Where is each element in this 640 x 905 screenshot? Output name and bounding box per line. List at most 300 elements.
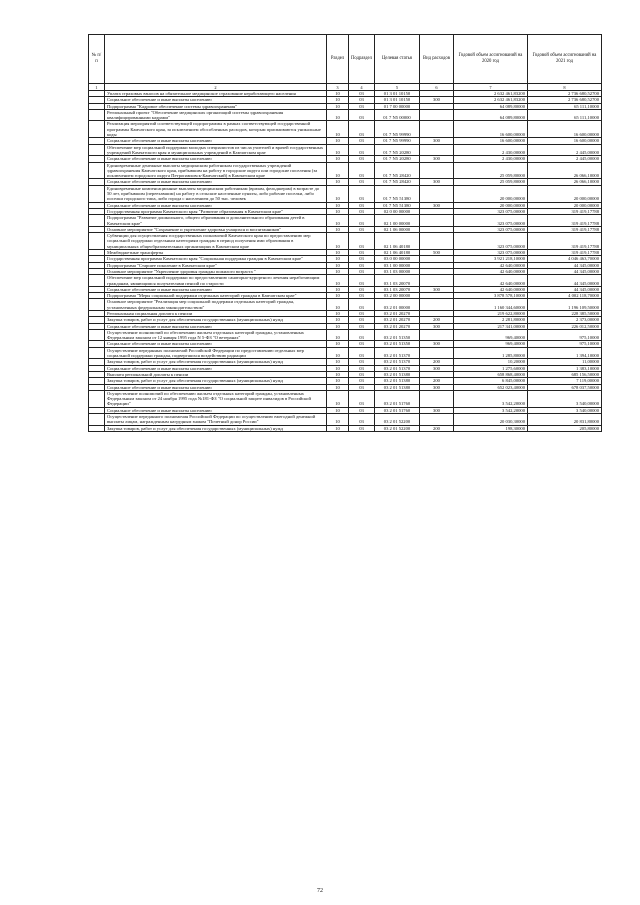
cell-target-article: 01 7 N5 51380 [375,202,420,208]
cell-razdel: 10 [327,390,349,407]
cell-razdel: 10 [327,208,349,214]
cell-podrazdel: 03 [349,185,375,202]
cell-expense-type [420,144,454,156]
cell-expense-type [420,390,454,407]
cell-year-2020: 323 075,00000 [454,233,528,250]
cell-name: Социальное обеспечение и иные выплаты населению [105,323,327,329]
cell-year-2020: 2 281,80000 [454,317,528,323]
cell-year-2021: 678 037,50000 [528,384,602,390]
cell-name: Подпрограмма "Старшее поколение в Камчатском крае" [105,262,327,268]
cell-podrazdel: 03 [349,299,375,311]
cell-name: Основное мероприятие "Реализация мер социальной поддержки отдельных категорий граждан, установленных федеральным законодательством" [105,299,327,311]
cell-podrazdel: 03 [349,329,375,341]
cell-num [89,109,105,121]
cell-year-2021: 65 111,10000 [528,103,602,109]
table-row [89,425,602,431]
cell-target-article: 03 2 01 51370 [375,347,420,359]
column-number: 4 [349,84,375,91]
cell-year-2020: 658 868,40000 [454,371,528,377]
cell-year-2021: 975,10000 [528,329,602,341]
header-year-2020: Годовой объем ассигнований на 2020 год [454,35,528,84]
cell-year-2020: 20 030,30000 [454,414,528,426]
cell-name: Региональная социальная доплата к пенсии [105,310,327,316]
cell-target-article: 03 2 01 51370 [375,359,420,365]
cell-podrazdel: 03 [349,286,375,292]
cell-razdel: 10 [327,144,349,156]
cell-name: Социальное обеспечение и иные выплаты населению [105,407,327,413]
table-row [89,144,602,156]
table-row [89,121,602,138]
cell-podrazdel: 03 [349,359,375,365]
cell-expense-type: 200 [420,317,454,323]
cell-num [89,347,105,359]
cell-podrazdel: 03 [349,384,375,390]
cell-year-2020: 198,30000 [454,425,528,431]
cell-year-2021: 20 000,00000 [528,202,602,208]
cell-razdel: 10 [327,425,349,431]
cell-year-2020: 323 075,00000 [454,250,528,256]
cell-name: Реализация мероприятий соответствующей подпрограммы в рамках соответствующей государственной программы Камчатского края, за исключением обособленных расходов, которым присваиваются уникальные коды [105,121,327,138]
cell-razdel: 10 [327,162,349,179]
cell-podrazdel: 03 [349,256,375,262]
cell-podrazdel: 03 [349,268,375,274]
cell-num [89,162,105,179]
cell-razdel: 10 [327,323,349,329]
cell-razdel: 10 [327,156,349,162]
cell-year-2020: 323 075,00000 [454,208,528,214]
cell-year-2021: 2 445,00000 [528,156,602,162]
cell-expense-type: 300 [420,202,454,208]
cell-podrazdel: 03 [349,425,375,431]
cell-num [89,329,105,341]
table-row [89,233,602,250]
cell-num [89,275,105,287]
cell-name: Государственная программа Камчатского края "Развитие образования в Камчатском крае" [105,208,327,214]
cell-name: Социальное обеспечение и иные выплаты населению [105,202,327,208]
cell-year-2021: 226 012,50000 [528,323,602,329]
cell-year-2020: 2 632 461,83200 [454,91,528,97]
cell-year-2020: 3 921 218,10000 [454,256,528,262]
cell-razdel: 10 [327,293,349,299]
cell-podrazdel: 03 [349,293,375,299]
cell-name: Закупка товаров, работ и услуг для обеспечения государственных (муниципальных) нужд [105,359,327,365]
cell-year-2021: 44 345,00000 [528,262,602,268]
cell-razdel: 10 [327,256,349,262]
cell-razdel: 10 [327,233,349,250]
cell-year-2021: 685 156,50000 [528,371,602,377]
cell-expense-type [420,109,454,121]
cell-year-2020: 3 542,20000 [454,407,528,413]
cell-target-article: 03 1 03 00000 [375,268,420,274]
cell-podrazdel: 03 [349,371,375,377]
cell-podrazdel: 03 [349,317,375,323]
cell-num [89,299,105,311]
cell-podrazdel: 03 [349,323,375,329]
cell-year-2021: 1 383,10000 [528,365,602,371]
cell-target-article: 03 2 01 20270 [375,323,420,329]
cell-expense-type: 200 [420,425,454,431]
cell-podrazdel: 03 [349,144,375,156]
cell-year-2021: 26 066,10000 [528,162,602,179]
cell-target-article: 03 2 01 51370 [375,365,420,371]
cell-podrazdel: 03 [349,121,375,138]
cell-name: Социальное обеспечение и иные выплаты населению [105,156,327,162]
cell-year-2021: 16 600,00000 [528,121,602,138]
budget-sheet [88,34,601,432]
cell-expense-type: 300 [420,286,454,292]
cell-name: Социальное обеспечение и иные выплаты населению [105,97,327,103]
table-row [89,185,602,202]
table-row [89,275,602,287]
header-target-article: Целевая статья [375,35,420,84]
cell-expense-type [420,414,454,426]
table-row [89,299,602,311]
cell-year-2021: 44 345,00000 [528,268,602,274]
table-row [89,162,602,179]
cell-razdel: 10 [327,371,349,377]
column-number: 5 [375,84,420,91]
cell-target-article: 01 7 N5 99990 [375,138,420,144]
cell-year-2020: 652 023,40000 [454,384,528,390]
cell-year-2020: 42 640,00000 [454,262,528,268]
cell-razdel: 10 [327,138,349,144]
cell-year-2021: 319 419,17788 [528,233,602,250]
cell-podrazdel: 03 [349,162,375,179]
cell-podrazdel: 03 [349,109,375,121]
cell-expense-type: 300 [420,156,454,162]
cell-podrazdel: 03 [349,390,375,407]
cell-year-2020: 3 542,20000 [454,390,528,407]
cell-razdel: 10 [327,347,349,359]
cell-expense-type: 300 [420,384,454,390]
cell-name: Государственная программа Камчатского края "Социальная поддержка граждан в Камчатском крае" [105,256,327,262]
cell-year-2020: 64 089,80000 [454,109,528,121]
cell-year-2020: 323 075,00000 [454,215,528,227]
cell-year-2021: 3 540,00000 [528,390,602,407]
cell-year-2021: 11,00000 [528,359,602,365]
cell-razdel: 10 [327,202,349,208]
cell-target-article: 03 1 00 00000 [375,262,420,268]
cell-name: Социальное обеспечение и иные выплаты населению [105,286,327,292]
cell-name: Единовременные денежные выплаты медицинским работникам государственных учреждений здравоохранения Камчатского края, прибывшим на работу в городские округа или городские поселения (за исключением городского округа Петропавловск-Камчатский) в Камчатском крае [105,162,327,179]
cell-target-article: 03 0 00 00000 [375,256,420,262]
cell-podrazdel: 03 [349,275,375,287]
cell-podrazdel: 03 [349,347,375,359]
cell-expense-type [420,233,454,250]
cell-year-2020: 2 632 461,83200 [454,97,528,103]
cell-year-2021: 44 345,00000 [528,286,602,292]
cell-podrazdel: 03 [349,91,375,97]
cell-target-article: 02 1 06 00000 [375,226,420,232]
cell-year-2020: 969,40000 [454,341,528,347]
header-podrazdel: Подраздел [349,35,375,84]
cell-target-article: 03 2 01 51350 [375,341,420,347]
cell-podrazdel: 03 [349,407,375,413]
cell-year-2021: 16 600,00000 [528,138,602,144]
cell-year-2020: 323 075,00000 [454,226,528,232]
cell-year-2021: 319 419,17788 [528,208,602,214]
cell-podrazdel: 03 [349,310,375,316]
cell-razdel: 10 [327,384,349,390]
cell-podrazdel: 03 [349,233,375,250]
cell-name: Подпрограмма "Развитие дошкольного, общего образования и дополнительного образования детей в Камчатском крае" [105,215,327,227]
cell-year-2020: 25 059,80000 [454,162,528,179]
cell-year-2021: 1 394,10000 [528,347,602,359]
cell-name: Осуществление переданных полномочий Российской Федерации по предоставлению отдельных мер социальной поддержки граждан, подвергшихся воздействию радиации [105,347,327,359]
cell-target-article: 01 7 N5 51380 [375,185,420,202]
cell-target-article: 03 1 03 20070 [375,275,420,287]
cell-podrazdel: 03 [349,250,375,256]
cell-expense-type: 500 [420,250,454,256]
cell-razdel: 10 [327,103,349,109]
cell-target-article: 01 7 N5 28420 [375,162,420,179]
cell-expense-type: 300 [420,365,454,371]
cell-target-article: 03 2 01 51380 [375,378,420,384]
cell-podrazdel: 03 [349,378,375,384]
cell-name: Социальное обеспечение и иные выплаты населению [105,365,327,371]
cell-year-2020: 20 000,00000 [454,185,528,202]
header-year-2021: Годовой объем ассигнований на 2021 год [528,35,602,84]
cell-year-2020: 1 285,80000 [454,347,528,359]
cell-razdel: 10 [327,179,349,185]
cell-num [89,215,105,227]
cell-year-2021: 3 540,00000 [528,407,602,413]
cell-year-2020: 42 640,00000 [454,268,528,274]
cell-year-2021: 2 373,00000 [528,317,602,323]
column-number: 3 [327,84,349,91]
cell-year-2020: 1 160 344,60000 [454,299,528,311]
cell-year-2021: 2 736 680,52700 [528,97,602,103]
cell-year-2021: 26 066,10000 [528,179,602,185]
cell-target-article: 01 7 N5 20280 [375,144,420,156]
cell-num [89,121,105,138]
cell-expense-type: 300 [420,341,454,347]
cell-podrazdel: 03 [349,202,375,208]
table-row [89,329,602,341]
cell-target-article: 02 1 06 40180 [375,233,420,250]
cell-target-article: 01 7 N5 28420 [375,179,420,185]
cell-year-2021: 975,10000 [528,341,602,347]
cell-year-2020: 2 430,00000 [454,156,528,162]
cell-expense-type [420,121,454,138]
cell-expense-type [420,185,454,202]
cell-expense-type [420,329,454,341]
cell-razdel: 10 [327,268,349,274]
cell-podrazdel: 03 [349,365,375,371]
table-row [89,215,602,227]
table-row [89,390,602,407]
cell-year-2020: 969,40000 [454,329,528,341]
cell-razdel: 10 [327,91,349,97]
column-number: 1 [89,84,105,91]
cell-name: Закупка товаров, работ и услуг для обеспечения государственных (муниципальных) нужд [105,317,327,323]
table-row [89,347,602,359]
cell-razdel: 10 [327,215,349,227]
cell-expense-type [420,275,454,287]
cell-name: Обеспечение мер социальной поддержки по предоставлению санаторно-курортного лечения неработающим гражданам, являющимся получателями пенсий по старости [105,275,327,287]
cell-razdel: 10 [327,185,349,202]
cell-podrazdel: 03 [349,103,375,109]
cell-target-article: 02 1 06 40180 [375,250,420,256]
cell-name: Социальное обеспечение и иные выплаты населению [105,179,327,185]
cell-target-article: 03 2 01 52200 [375,414,420,426]
budget-table [88,34,602,432]
cell-expense-type: 300 [420,407,454,413]
cell-target-article: 01 7 N5 00000 [375,109,420,121]
cell-target-article: 03 2 01 20270 [375,317,420,323]
cell-podrazdel: 03 [349,138,375,144]
cell-year-2021: 2 736 680,52700 [528,91,602,97]
cell-year-2021: 20 831,80000 [528,414,602,426]
cell-target-article: 03 2 01 51760 [375,407,420,413]
cell-target-article: 01 7 N5 99990 [375,121,420,138]
header-razdel: Раздел [327,35,349,84]
cell-name: Социальное обеспечение и иные выплаты населению [105,138,327,144]
header-num: № п/п [89,35,105,84]
cell-razdel: 10 [327,341,349,347]
cell-razdel: 10 [327,414,349,426]
cell-podrazdel: 03 [349,226,375,232]
cell-podrazdel: 03 [349,208,375,214]
cell-name: Основное мероприятие "Сохранение и укрепление здоровья учащихся и воспитанников" [105,226,327,232]
cell-name: Основное мероприятие "Укрепление здоровья граждан пожилого возраста " [105,268,327,274]
cell-podrazdel: 03 [349,97,375,103]
cell-name: Закупка товаров, работ и услуг для обеспечения государственных (муниципальных) нужд [105,425,327,431]
cell-razdel: 10 [327,226,349,232]
table-header-row [89,35,602,84]
cell-year-2021: 20 000,00000 [528,185,602,202]
cell-podrazdel: 03 [349,341,375,347]
cell-year-2021: 7 119,00000 [528,378,602,384]
cell-year-2020: 16 600,00000 [454,121,528,138]
cell-num [89,185,105,202]
cell-target-article: 03 2 01 51380 [375,371,420,377]
cell-expense-type: 300 [420,97,454,103]
table-row [89,414,602,426]
cell-expense-type: 200 [420,359,454,365]
cell-year-2021: 228 385,50000 [528,310,602,316]
cell-year-2020: 42 640,00000 [454,286,528,292]
cell-name: Социальное обеспечение и иные выплаты населению [105,341,327,347]
cell-year-2021: 319 419,17788 [528,226,602,232]
cell-num [89,425,105,431]
cell-name: Подпрограмма "Кадровое обеспечение системы здравоохранения" [105,103,327,109]
cell-name: Осуществление переданного полномочия Российской Федерации по осуществлению ежегодной денежной выплаты лицам, награжденным нагрудным знаком "Почетный донор России" [105,414,327,426]
cell-razdel: 10 [327,97,349,103]
cell-num [89,414,105,426]
cell-year-2020: 217 341,00000 [454,323,528,329]
cell-razdel: 10 [327,250,349,256]
cell-expense-type [420,299,454,311]
cell-razdel: 10 [327,407,349,413]
cell-year-2020: 3 878 578,10000 [454,293,528,299]
cell-podrazdel: 03 [349,179,375,185]
cell-name: Выплата региональной доплаты к пенсии [105,371,327,377]
cell-target-article: 03 2 00 00000 [375,293,420,299]
cell-year-2021: 44 345,00000 [528,275,602,287]
cell-year-2021: 319 419,17788 [528,215,602,227]
cell-year-2021: 2 445,00000 [528,144,602,156]
cell-year-2021: 4 046 463,70000 [528,256,602,262]
cell-expense-type [420,162,454,179]
cell-year-2020: 219 622,80000 [454,310,528,316]
cell-razdel: 10 [327,378,349,384]
column-number-row [89,84,602,91]
cell-expense-type: 300 [420,179,454,185]
cell-target-article: 03 2 01 51760 [375,390,420,407]
cell-razdel: 10 [327,109,349,121]
cell-target-article: 01 3 01 10150 [375,91,420,97]
cell-target-article: 03 2 01 20270 [375,310,420,316]
cell-razdel: 10 [327,121,349,138]
table-row [89,109,602,121]
cell-year-2021: 205,80000 [528,425,602,431]
cell-year-2020: 25 059,80000 [454,179,528,185]
cell-razdel: 10 [327,365,349,371]
cell-year-2020: 64 089,80000 [454,103,528,109]
cell-expense-type [420,347,454,359]
cell-year-2021: 4 002 118,70000 [528,293,602,299]
cell-name: Субвенции для осуществления государственных полномочий Камчатского края по предоставлению мер социальной поддержки отдельным категориям граждан в период получения ими образования в муниципальных общеобразовательных организациях в Камчатском крае [105,233,327,250]
cell-year-2020: 42 640,00000 [454,275,528,287]
cell-name: Социальное обеспечение и иные выплаты населению [105,384,327,390]
cell-year-2020: 16 600,00000 [454,138,528,144]
cell-name: Единовременные компенсационные выплаты медицинским работникам (врачам, фельдшерам) в возрасте до 50 лет, прибывшим (переехавшим) на работу в сельские населенные пункты, либо рабочие поселки, либо поселки городского типа, либо города с населением до 50 тыс. человек [105,185,327,202]
column-number: 6 [420,84,454,91]
cell-razdel: 10 [327,299,349,311]
cell-year-2020: 1 275,60000 [454,365,528,371]
cell-year-2021: 319 419,17788 [528,250,602,256]
cell-name: Межбюджетные трансферты [105,250,327,256]
cell-podrazdel: 03 [349,262,375,268]
cell-num [89,144,105,156]
cell-target-article: 03 2 01 51350 [375,329,420,341]
column-number: 8 [528,84,602,91]
cell-expense-type: 300 [420,138,454,144]
cell-target-article: 03 2 01 52200 [375,425,420,431]
cell-year-2021: 65 111,10000 [528,109,602,121]
page-number: 72 [317,888,323,894]
cell-name: Осуществление полномочий по обеспечению жильем отдельных категорий граждан, установленных Федеральным законом от 12 января 1995 года N 5-ФЗ "О ветеранах" [105,329,327,341]
table-body [89,91,602,432]
cell-razdel: 10 [327,275,349,287]
cell-expense-type: 200 [420,378,454,384]
cell-podrazdel: 03 [349,156,375,162]
column-number: 2 [105,84,327,91]
column-number: 7 [454,84,528,91]
cell-year-2020: 10,20000 [454,359,528,365]
cell-podrazdel: 03 [349,215,375,227]
cell-razdel: 10 [327,359,349,365]
cell-target-article: 03 2 01 00000 [375,299,420,311]
cell-num [89,390,105,407]
cell-target-article: 02 0 00 00000 [375,208,420,214]
cell-year-2020: 2 430,00000 [454,144,528,156]
cell-target-article: 01 3 01 10150 [375,97,420,103]
cell-name: Уплата страховых взносов на обязательное медицинское страхование неработающего населения [105,91,327,97]
cell-target-article: 02 1 00 00000 [375,215,420,227]
cell-name: Закупка товаров, работ и услуг для обеспечения государственных (муниципальных) нужд [105,378,327,384]
header-expense-type: Вид расходов [420,35,454,84]
header-name [105,35,327,84]
cell-target-article: 03 2 01 51380 [375,384,420,390]
cell-num [89,233,105,250]
cell-expense-type: 300 [420,323,454,329]
cell-year-2020: 20 000,00000 [454,202,528,208]
cell-year-2020: 6 845,00000 [454,378,528,384]
cell-razdel: 10 [327,286,349,292]
cell-name: Региональный проект "Обеспечение медицинских организаций системы здравоохранения квалифицированными кадрами" [105,109,327,121]
